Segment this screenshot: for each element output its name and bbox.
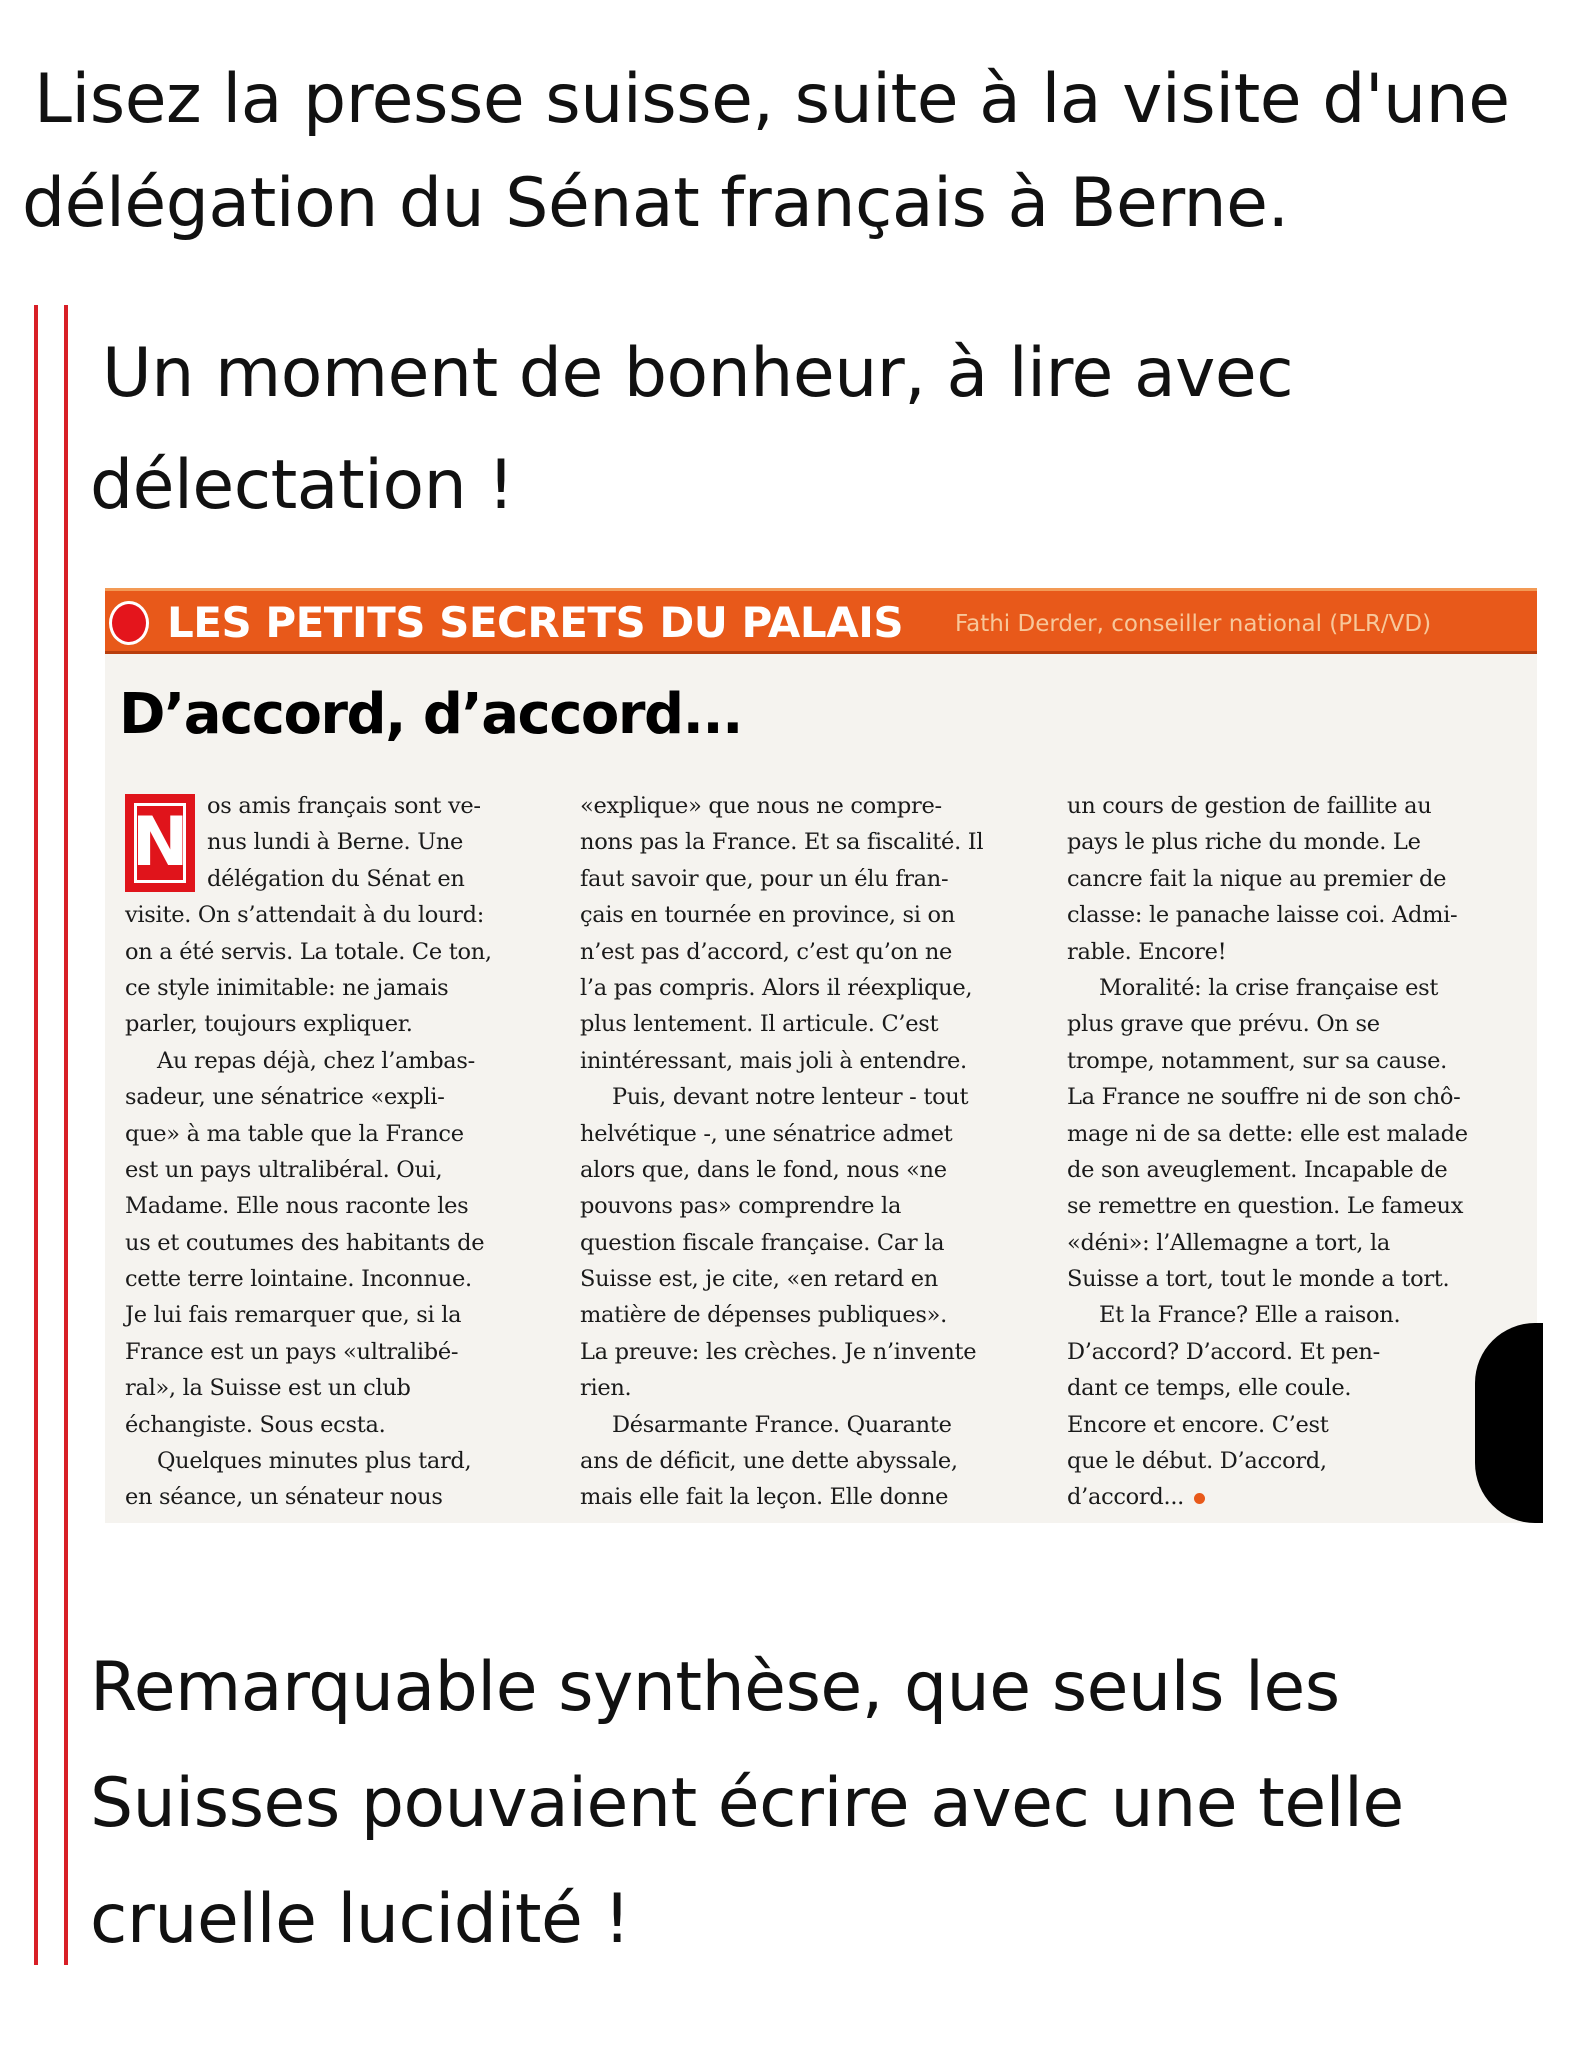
text-line: ans de déficit, une dette abyssale,: [580, 1448, 958, 1475]
comment-bottom-line-1: Remarquable synthèse, que seuls les: [90, 1648, 1340, 1727]
text-line: Désarmante France. Quarante: [612, 1411, 952, 1438]
comment-bottom: [90, 1630, 1550, 1978]
rubric-banner: [105, 588, 1537, 654]
text-line: se remettre en question. Le fameux: [1067, 1193, 1464, 1220]
intro-text: [22, 48, 1568, 256]
text-line: alors que, dans le fond, nous «ne: [580, 1156, 947, 1183]
text-line: us et coutumes des habitants de: [125, 1229, 485, 1256]
text-line: mage ni de sa dette: elle est malade: [1067, 1120, 1468, 1147]
text-line: Et la France? Elle a raison.: [1099, 1302, 1401, 1329]
text-line: n’est pas d’accord, c’est qu’on ne: [580, 938, 953, 965]
comment-top-line-1: Un moment de bonheur, à lire avec: [102, 334, 1294, 413]
article-column-1: [125, 788, 545, 1516]
text-line: matière de dépenses publiques».: [580, 1302, 947, 1329]
text-line: est un pays ultralibéral. Oui,: [125, 1156, 443, 1183]
dropcap-letter: N: [131, 803, 189, 882]
text-line: cancre fait la nique au premier de: [1067, 865, 1447, 892]
text-line: cette terre lointaine. Inconnue.: [125, 1266, 472, 1293]
text-line: helvétique -, une sénatrice admet: [580, 1120, 953, 1147]
text-line: plus lentement. Il articule. C’est: [580, 1011, 939, 1038]
comment-top: [90, 318, 1530, 542]
closing-words: d’accord...: [1067, 1484, 1185, 1511]
text-line: D’accord? D’accord. Et pen-: [1067, 1338, 1380, 1365]
text-line: parler, toujours expliquer.: [125, 1011, 413, 1038]
article-column-3: [1067, 788, 1487, 1516]
text-line: délégation du Sénat en: [207, 865, 465, 892]
text-line: Suisse a tort, tout le monde a tort.: [1067, 1266, 1450, 1293]
text-line: de son aveuglement. Incapable de: [1067, 1156, 1448, 1183]
text-line: os amis français sont ve-: [207, 793, 481, 819]
text-line: nus lundi à Berne. Une: [207, 829, 464, 856]
rubric-bullet-icon: [109, 601, 149, 645]
text-line: question fiscale française. Car la: [580, 1229, 945, 1256]
text-line: sadeur, une sénatrice «expli-: [125, 1084, 445, 1111]
text-line: Suisse est, je cite, «en retard en: [580, 1266, 938, 1293]
end-mark-icon: [1194, 1493, 1205, 1504]
text-line: trompe, notamment, sur sa cause.: [1067, 1047, 1447, 1074]
text-line: visite. On s’attendait à du lourd:: [125, 902, 484, 929]
comment-top-line-2: délectation !: [90, 446, 515, 525]
text-line: que le début. D’accord,: [1067, 1448, 1327, 1475]
comment-bottom-line-2: Suisses pouvaient écrire avec une telle: [90, 1764, 1404, 1843]
text-line: plus grave que prévu. On se: [1067, 1011, 1380, 1038]
text-line: que» à ma table que la France: [125, 1120, 464, 1147]
text-line: La France ne souffre ni de son chô-: [1067, 1084, 1461, 1111]
text-line: ral», la Suisse est un club: [125, 1375, 411, 1402]
text-line: ce style inimitable: ne jamais: [125, 974, 449, 1001]
text-line: La preuve: les crèches. Je n’invente: [580, 1338, 977, 1365]
comment-bottom-line-3: cruelle lucidité !: [90, 1880, 631, 1959]
intro-line-2: délégation du Sénat français à Berne.: [22, 164, 1289, 243]
text-line: l’a pas compris. Alors il réexplique,: [580, 974, 973, 1001]
text-line: échangiste. Sous ecsta.: [125, 1411, 386, 1438]
text-line: mais elle fait la leçon. Elle donne: [580, 1484, 949, 1511]
text-line: inintéressant, mais joli à entendre.: [580, 1047, 967, 1074]
rubric-title: LES PETITS SECRETS DU PALAIS: [167, 598, 904, 647]
text-line: Je lui fais remarquer que, si la: [125, 1302, 462, 1329]
article-column-2: [580, 788, 1000, 1516]
rubric-author: Fathi Derder, conseiller national (PLR/VD): [955, 611, 1432, 637]
text-line: Moralité: la crise française est: [1099, 974, 1439, 1001]
margin-rule-right: [64, 305, 68, 1965]
text-line: «explique» que nous ne compre-: [580, 793, 942, 819]
text-line: France est un pays «ultralibé-: [125, 1338, 459, 1365]
text-line: rable. Encore!: [1067, 938, 1227, 965]
text-line: on a été servis. La totale. Ce ton,: [125, 938, 492, 965]
newspaper-clipping: [105, 588, 1537, 1523]
intro-line-1: Lisez la presse suisse, suite à la visite d'une: [34, 60, 1510, 139]
article-headline: D’accord, d’accord...: [119, 682, 742, 747]
text-line-final: [1067, 1479, 1487, 1515]
text-line: dant ce temps, elle coule.: [1067, 1375, 1352, 1402]
text-line: classe: le panache laisse coi. Admi-: [1067, 902, 1458, 929]
text-line: rien.: [580, 1375, 632, 1402]
text-line: Au repas déjà, chez l’ambas-: [157, 1047, 475, 1074]
text-line: pouvons pas» comprendre la: [580, 1193, 902, 1220]
text-line: Madame. Elle nous raconte les: [125, 1193, 469, 1220]
scan-ink-blot: [1475, 1323, 1543, 1523]
text-line: «déni»: l’Allemagne a tort, la: [1067, 1229, 1390, 1256]
text-line: çais en tournée en province, si on: [580, 902, 955, 929]
text-line: un cours de gestion de faillite au: [1067, 793, 1432, 819]
margin-rule-left: [34, 305, 38, 1965]
text-line: faut savoir que, pour un élu fran-: [580, 865, 949, 892]
text-line: pays le plus riche du monde. Le: [1067, 829, 1421, 856]
text-line: Quelques minutes plus tard,: [157, 1448, 472, 1475]
text-line: nons pas la France. Et sa fiscalité. Il: [580, 829, 984, 856]
text-line: Encore et encore. C’est: [1067, 1411, 1329, 1438]
text-line: en séance, un sénateur nous: [125, 1484, 443, 1511]
dropcap: [125, 794, 195, 892]
text-line: Puis, devant notre lenteur - tout: [612, 1084, 969, 1111]
